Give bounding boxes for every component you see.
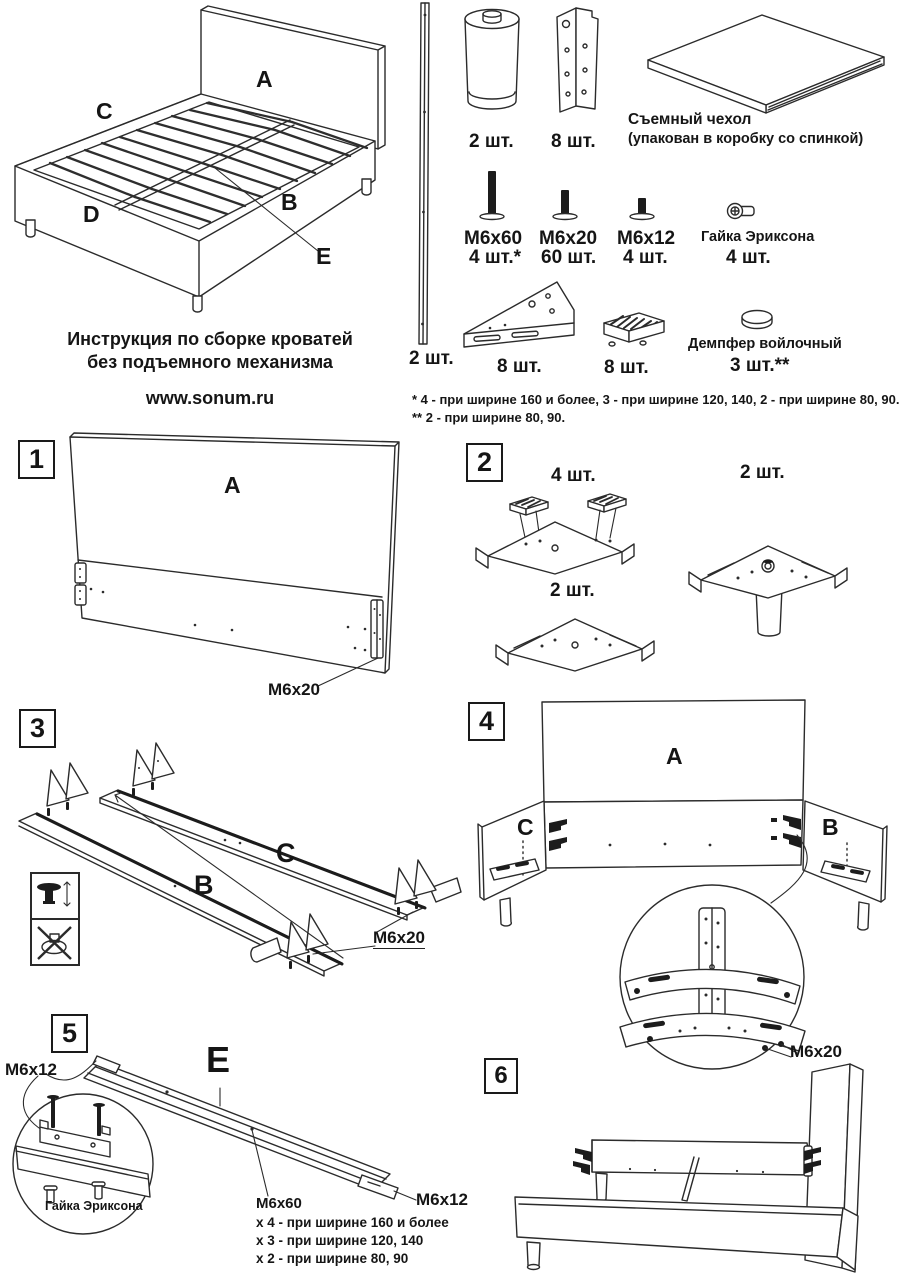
step-4-screw-label: M6x20 <box>790 1042 842 1061</box>
step-1-illustration <box>56 428 406 699</box>
leg-unscrew-forbidden-icon <box>30 918 80 966</box>
nut-qty: 4 шт. <box>726 247 771 268</box>
screw-m6x12-icon <box>630 198 654 220</box>
bracket-qty: 8 шт. <box>551 131 596 152</box>
doc-title-line1: Инструкция по сборке кроватей <box>67 329 353 349</box>
step-3-rail-c-label: C <box>276 838 296 868</box>
step-2-qty-top: 4 шт. <box>551 465 596 486</box>
step-4-rail-c-label: C <box>517 814 534 840</box>
metal-strip-drawing <box>412 0 438 352</box>
overview-label-d: D <box>83 201 100 227</box>
cover-title: Съемный чехол <box>628 111 752 128</box>
screw-m6x20-qty: 60 шт. <box>541 247 597 268</box>
step-2-illustration <box>470 488 895 680</box>
website-url: www.sonum.ru <box>145 388 275 408</box>
cover-drawing <box>642 8 894 120</box>
step-3-rail-b-label: B <box>194 870 214 900</box>
overview-label-c: C <box>96 98 113 124</box>
step-6-illustration <box>505 1058 900 1280</box>
step-4-panel-label: A <box>666 743 683 769</box>
screw-m6x60-qty: 4 шт.* <box>469 247 521 268</box>
felt-damper-drawing <box>736 304 780 334</box>
screw-m6x12-qty: 4 шт. <box>623 247 668 268</box>
nut-name: Гайка Эриксона <box>701 229 815 245</box>
step-5-screw-right-label: M6x12 <box>416 1190 468 1209</box>
plate-qty: 8 шт. <box>497 356 542 377</box>
step-1-number: 1 <box>18 440 55 479</box>
slat-holder-drawing <box>598 310 670 352</box>
holder-qty: 8 шт. <box>604 357 649 378</box>
step-1-panel-label: A <box>224 472 241 498</box>
fasteners-row-drawing <box>458 168 788 226</box>
strip-qty: 2 шт. <box>409 348 454 369</box>
step-4-number: 4 <box>468 702 505 741</box>
step-5-option-2: х 3 - при ширине 120, 140 <box>256 1233 424 1248</box>
erikson-nut-icon <box>728 204 755 219</box>
step-2-qty-mid: 2 шт. <box>550 580 595 601</box>
bed-overview-drawing <box>2 0 404 315</box>
step-5-screw-bottom-label: M6x60 <box>256 1195 302 1212</box>
overview-label-a: A <box>256 66 273 92</box>
step-3-illustration <box>25 706 460 998</box>
triangle-plate-drawing <box>460 278 588 352</box>
step-6-number: 6 <box>484 1058 518 1094</box>
leg-qty: 2 шт. <box>469 131 514 152</box>
footnote-1: * 4 - при ширине 160 и более, 3 - при ширине 120, 140, 2 - при ширине 80, 90. <box>412 392 900 407</box>
erikson-bolt-icon <box>762 560 774 572</box>
corner-bracket-drawing <box>546 2 608 118</box>
screw-m6x12-name: M6x12 <box>617 228 676 249</box>
step-5-number: 5 <box>51 1014 88 1053</box>
leg-adjust-allowed-icon <box>30 872 80 920</box>
screw-m6x20-name: M6x20 <box>539 228 598 249</box>
step-5-option-1: х 4 - при ширине 160 и более <box>256 1215 449 1230</box>
step-5-beam-label: E <box>206 1039 231 1080</box>
overview-label-b: B <box>281 189 298 215</box>
slat-holder-icon <box>510 494 626 515</box>
footnote-2: ** 2 - при ширине 80, 90. <box>412 410 566 425</box>
step-5-screw-left-label: M6x12 <box>5 1060 57 1079</box>
doc-title-line2: без подъемного механизма <box>87 352 333 372</box>
step-5-nut-label: Гайка Эриксона <box>45 1199 143 1213</box>
step-2-number: 2 <box>466 443 503 482</box>
step-3-screw-label: M6x20 <box>373 928 425 947</box>
cylinder-leg-drawing <box>461 4 523 120</box>
step-4-rail-b-label: B <box>822 814 839 840</box>
damper-qty: 3 шт.** <box>730 355 790 376</box>
step-1-screw-label: M6x20 <box>268 680 320 699</box>
overview-label-e: E <box>316 243 332 269</box>
step-2-qty-right: 2 шт. <box>740 462 785 483</box>
step-3-number: 3 <box>19 709 56 748</box>
damper-name: Демпфер войлочный <box>688 336 842 352</box>
cover-note: (упакован в коробку со спинкой) <box>628 131 864 147</box>
screw-m6x20-icon <box>553 190 577 220</box>
step-5-option-3: х 2 - при ширине 80, 90 <box>256 1251 409 1266</box>
screw-m6x60-icon <box>480 171 504 220</box>
screw-m6x60-name: M6x60 <box>464 228 523 249</box>
